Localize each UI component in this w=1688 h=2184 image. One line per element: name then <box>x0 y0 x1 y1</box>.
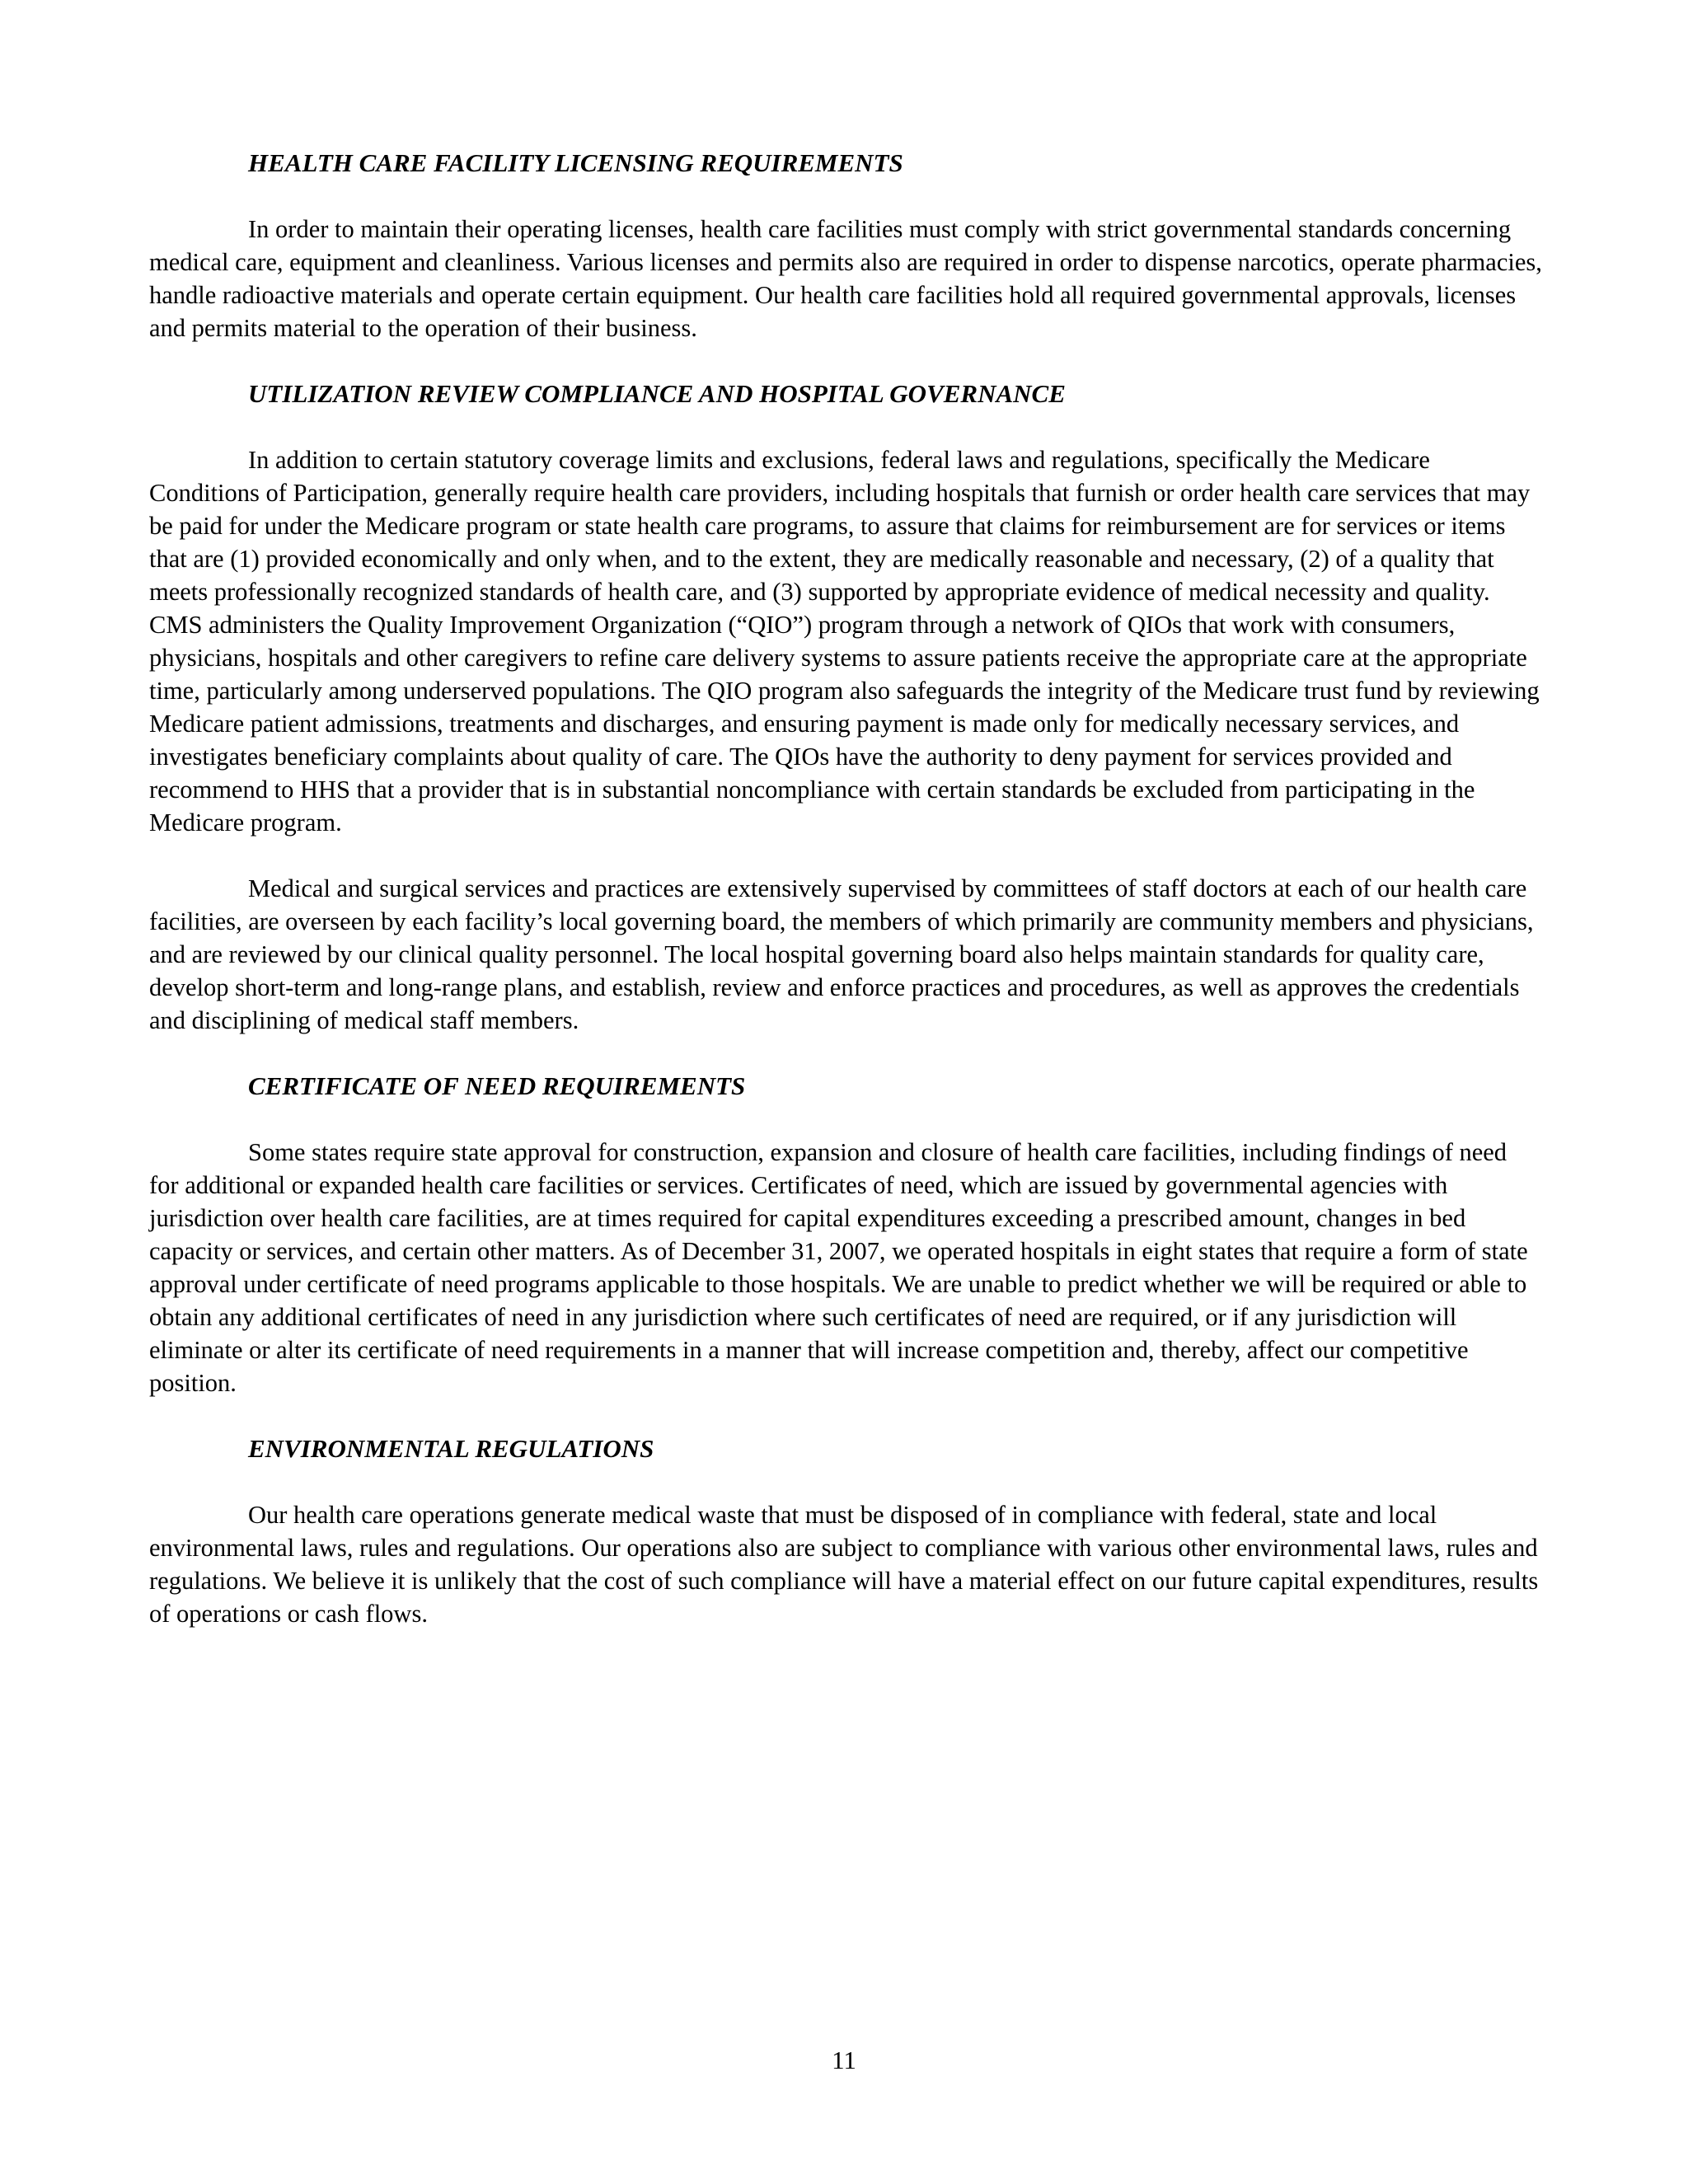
section-heading-environmental: ENVIRONMENTAL REGULATIONS <box>248 1434 654 1463</box>
page-number: 11 <box>832 2046 856 2074</box>
paragraph-certificate-of-need: Some states require state approval for construction, expansion and closure of health care facilities, including findings of need for additional or expanded health care facilities or services. Certificates of need, which are issued by governmental agencies with jurisdiction over health care facilities, are at times required for capital expenditures exceeding a prescribed amount, changes in bed capacity or services, and certain other matters. As of December 31, 2007, we operated hospitals in eight states that require a form of state approval under certificate of need programs applicable to those hospitals. We are unable to predict whether we will be required or able to obtain any additional certificates of need in any jurisdiction where such certificates of need are required, or if any jurisdiction will eliminate or alter its certificate of need requirements in a manner that will increase competition and, thereby, affect our competitive position. <box>149 1138 1528 1397</box>
paragraph-licensing: In order to maintain their operating licenses, health care facilities must comply with strict governmental standards concerning medical care, equipment and cleanliness. Various licenses and permits also are required in order to dispense narcotics, operate pharmacies, handle radioactive materials and operate certain equipment. Our health care facilities hold all required governmental approvals, licenses and permits material to the operation of their business. <box>149 215 1542 342</box>
paragraph-hospital-governance: Medical and surgical services and practices are extensively supervised by committees of staff doctors at each of our health care facilities, are overseen by each facility’s local governing board, the members of which primarily are community members and physicians, and are reviewed by our clinical quality personnel. The local hospital governing board also helps maintain standards for quality care, develop short-term and long-range plans, and establish, review and enforce practices and procedures, as well as approves the credentials and disciplining of medical staff members. <box>149 874 1534 1034</box>
paragraph-utilization-review: In addition to certain statutory coverage limits and exclusions, federal laws and regulations, specifically the Medicare Conditions of Participation, generally require health care providers, including hospitals that furnish or order health care services that may be paid for under the Medicare program or state health care programs, to assure that claims for reimbursement are for services or items that are (1) provided economically and only when, and to the extent, they are medically reasonable and necessary, (2) of a quality that meets professionally recognized standards of health care, and (3) supported by appropriate evidence of medical necessity and quality. CMS administers the Quality Improvement Organization (“QIO”) program through a network of QIOs that work with consumers, physicians, hospitals and other caregivers to refine care delivery systems to assure patients receive the appropriate care at the appropriate time, particularly among underserved populations. The QIO program also safeguards the integrity of the Medicare trust fund by reviewing Medicare patient admissions, treatments and discharges, and ensuring payment is made only for medically necessary services, and investigates beneficiary complaints about quality of care. The QIOs have the authority to deny payment for services provided and recommend to HHS that a provider that is in substantial noncompliance with certain standards be excluded from participating in the Medicare program. <box>149 446 1540 837</box>
section-heading-utilization-review: UTILIZATION REVIEW COMPLIANCE AND HOSPITAL GOVERNANCE <box>248 379 1066 408</box>
paragraph-environmental: Our health care operations generate medical waste that must be disposed of in compliance with federal, state and local environmental laws, rules and regulations. Our operations also are subject to compliance with various other environmental laws, rules and regulations. We believe it is unlikely that the cost of such compliance will have a material effect on our future capital expenditures, results of operations or cash flows. <box>149 1501 1539 1628</box>
section-heading-licensing: HEALTH CARE FACILITY LICENSING REQUIREMENTS <box>248 148 903 177</box>
document-page <box>149 147 1542 1663</box>
section-heading-certificate-of-need: CERTIFICATE OF NEED REQUIREMENTS <box>248 1071 746 1100</box>
